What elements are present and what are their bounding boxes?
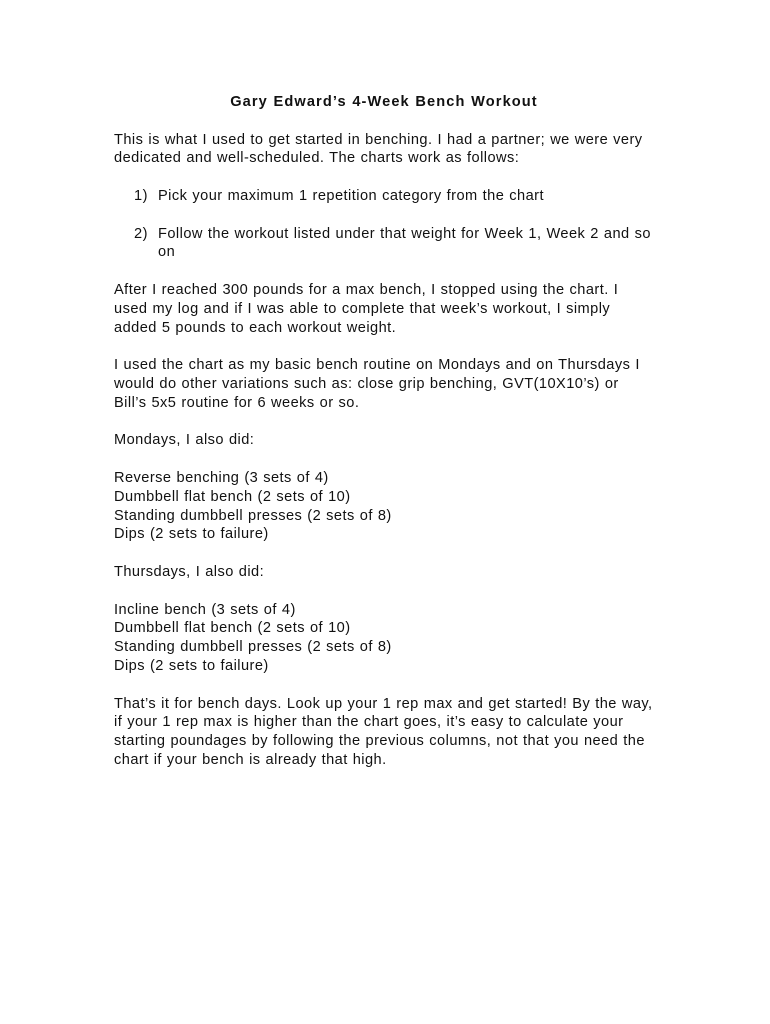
document-body [114, 93, 654, 788]
list-item: Dips (2 sets to failure) [114, 526, 269, 543]
step-item [114, 225, 654, 263]
thursdays-exercise-list [114, 601, 654, 676]
progression-paragraph: After I reached 300 pounds for a max bench, I stopped using the chart. I used my log and if I was able to complete that week’s workout, I simply added 5 pounds to each workout weight. [114, 281, 619, 336]
thursdays-heading: Thursdays, I also did: [114, 563, 265, 580]
list-item: Dumbbell flat bench (2 sets of 10) [114, 488, 351, 505]
list-item: Dips (2 sets to failure) [114, 657, 269, 674]
step-number: 1) [134, 187, 148, 204]
list-item: Reverse benching (3 sets of 4) [114, 469, 329, 486]
list-item: Dumbbell flat bench (2 sets of 10) [114, 620, 351, 637]
mondays-heading: Mondays, I also did: [114, 432, 255, 449]
routine-paragraph: I used the chart as my basic bench routine on Mondays and on Thursdays I would do other variations such as: close grip benching, GVT(10X10’s) or Bill’s 5x5 routine for 6 weeks or so. [114, 357, 640, 411]
mondays-exercise-list [114, 469, 654, 544]
list-item: Incline bench (3 sets of 4) [114, 601, 296, 618]
list-item: Standing dumbbell presses (2 sets of 8) [114, 639, 392, 656]
step-item [114, 187, 654, 206]
list-item: Standing dumbbell presses (2 sets of 8) [114, 507, 392, 524]
steps-list [114, 187, 654, 262]
step-number: 2) [134, 225, 148, 242]
intro-paragraph: This is what I used to get started in benching. I had a partner; we were very dedicated and well-scheduled. The charts work as follows: [114, 131, 643, 167]
closing-paragraph: That’s it for bench days. Look up your 1 rep max and get started! By the way, if your 1 rep max is higher than the chart goes, it’s easy to calculate your starting poundages by following the previous columns, not that you need the chart if your bench is already that high. [114, 695, 653, 768]
step-text: Follow the workout listed under that weight for Week 1, Week 2 and so on [158, 225, 651, 261]
step-text: Pick your maximum 1 repetition category from the chart [158, 187, 544, 204]
document-title: Gary Edward’s 4-Week Bench Workout [230, 94, 538, 110]
